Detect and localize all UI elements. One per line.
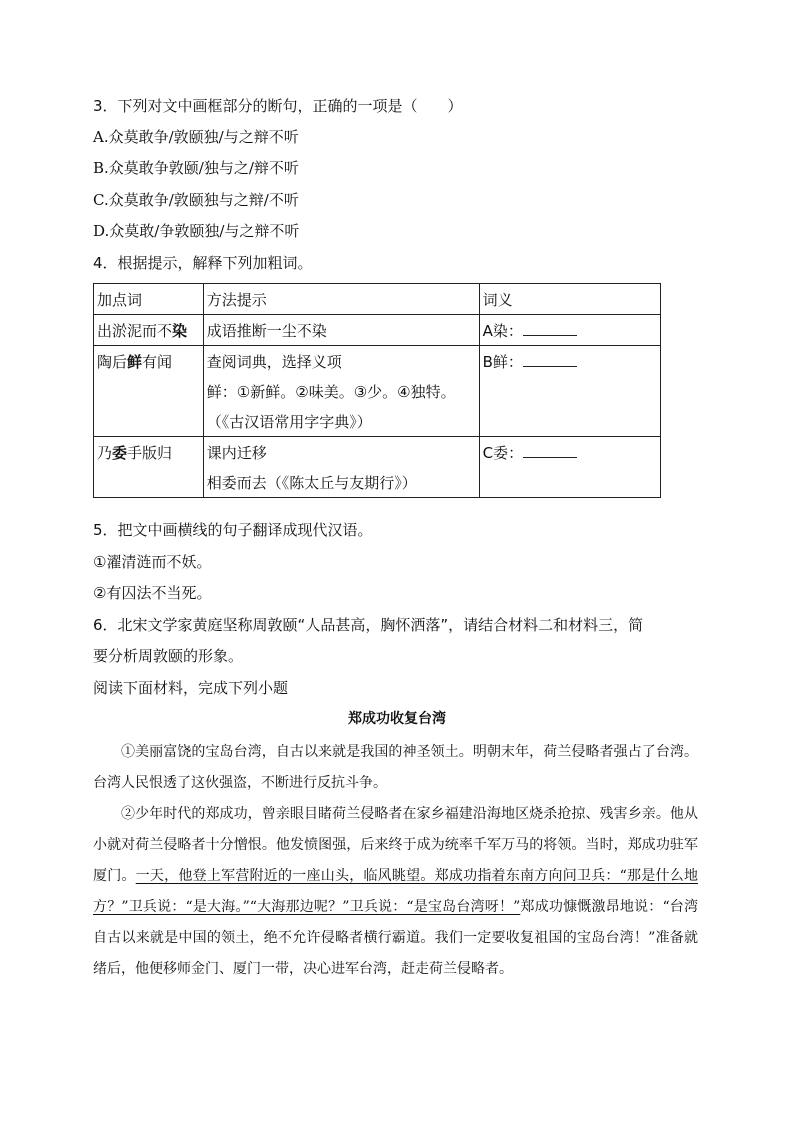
table-row [94,437,661,498]
hint-line: 查阅词典，选择义项 [206,353,342,371]
answer-blank[interactable] [523,321,577,336]
word-text: 乃 [97,444,113,462]
passage-paragraph-1: ①美丽富饶的宝岛台湾，自古以来就是我国的神圣领土。明朝末年，荷兰侵略者强占了台湾。台湾人民恨透了这伙强盗，不断进行反抗斗争。 [93,744,698,791]
q3-option-b: B.众莫敢争敦颐/独与之/辩不听 [93,159,299,177]
hint-line: 鲜：①新鲜。②味美。③少。④独特。 [206,383,456,401]
passage-text: 郑成功慷慨激昂地说：“台湾自古以来就是中国的领土，绝不允许侵略者横行霸道。我们一定要收复祖国的宝岛台湾！”准备就绪后，他便移师金门、厦门一带，决心进军台湾，赶走荷兰侵略者。 [93,899,698,977]
vocab-table [93,283,661,498]
answer-label: B鲜： [482,353,523,371]
bold-word: 染 [172,322,188,340]
hint-cell [203,346,479,437]
word-text: 手版归 [127,444,173,462]
answer-blank[interactable] [523,352,577,367]
header-word: 加点词 [94,284,204,315]
passage-body [93,737,698,985]
q3-stem: 3．下列对文中画框部分的断句，正确的一项是（ ） [93,97,463,115]
header-hint: 方法提示 [203,284,479,315]
hint-line: 成语推断一尘不染 [206,322,327,340]
q3-option-d: D.众莫敢/争敦颐独/与之辩不听 [93,222,300,240]
table-row [94,346,661,437]
table-row [94,315,661,346]
q3-option-a: A.众莫敢争/敦颐独/与之辩不听 [93,128,299,146]
passage-title: 郑成功收复台湾 [348,711,446,727]
q3-option-c: C.众莫敢争/敦颐独与之辩/不听 [93,191,299,209]
answer-cell [479,346,660,437]
answer-cell [479,315,660,346]
bold-word: 委 [112,444,128,462]
word-cell [94,315,204,346]
word-cell [94,437,204,498]
reading-instruction: 阅读下面材料，完成下列小题 [93,679,289,697]
bold-word: 鲜 [127,353,143,371]
word-cell [94,346,204,437]
q5-item-1: ①濯清涟而不妖。 [93,553,212,571]
q4-stem: 4．根据提示，解释下列加粗词。 [93,254,313,272]
hint-line: （《古汉语常用字字典》） [206,413,372,431]
header-meaning: 词义 [479,284,660,315]
table-header-row [94,284,661,315]
hint-line: 相委而去（《陈太丘与友期行》） [206,474,417,492]
answer-label: C委： [482,444,524,462]
hint-cell [203,437,479,498]
answer-blank[interactable] [523,443,577,458]
answer-cell [479,437,660,498]
q6-stem-line1: 6．北宋文学家黄庭坚称周敦颐“人品甚高，胸怀洒落”，请结合材料二和材料三，简 [93,616,644,634]
q5-stem: 5．把文中画横线的句子翻译成现代汉语。 [93,521,373,539]
passage-text: ②少年时代的郑成功，曾亲眼目睹荷兰侵略者在家乡福建沿海地区烧杀抢掠、残害乡亲。他从小就对荷兰侵略者十分憎恨。他发愤图强，后来终于成为统率千军万马的将领。当时，郑成功驻军厦门。 [93,806,698,884]
word-text: 出淤泥而不 [97,322,173,340]
word-text: 有闻 [142,353,173,371]
word-text: 陶后 [97,353,128,371]
hint-cell [203,315,479,346]
q6-stem-line2: 要分析周敦颐的形象。 [93,647,244,665]
hint-line: 课内迁移 [206,444,267,462]
underlined-sentence: 一天，他登上军营附近的一座山头，临风眺望。郑成功指着东南方向问卫兵：“那是什么地方？”卫兵说：“是大海。”“大海那边呢？”卫兵说：“是宝岛台湾呀！” [93,868,698,915]
q5-item-2: ②有囚法不当死。 [93,584,212,602]
passage-paragraph-2 [93,799,698,985]
answer-label: A染： [482,322,523,340]
